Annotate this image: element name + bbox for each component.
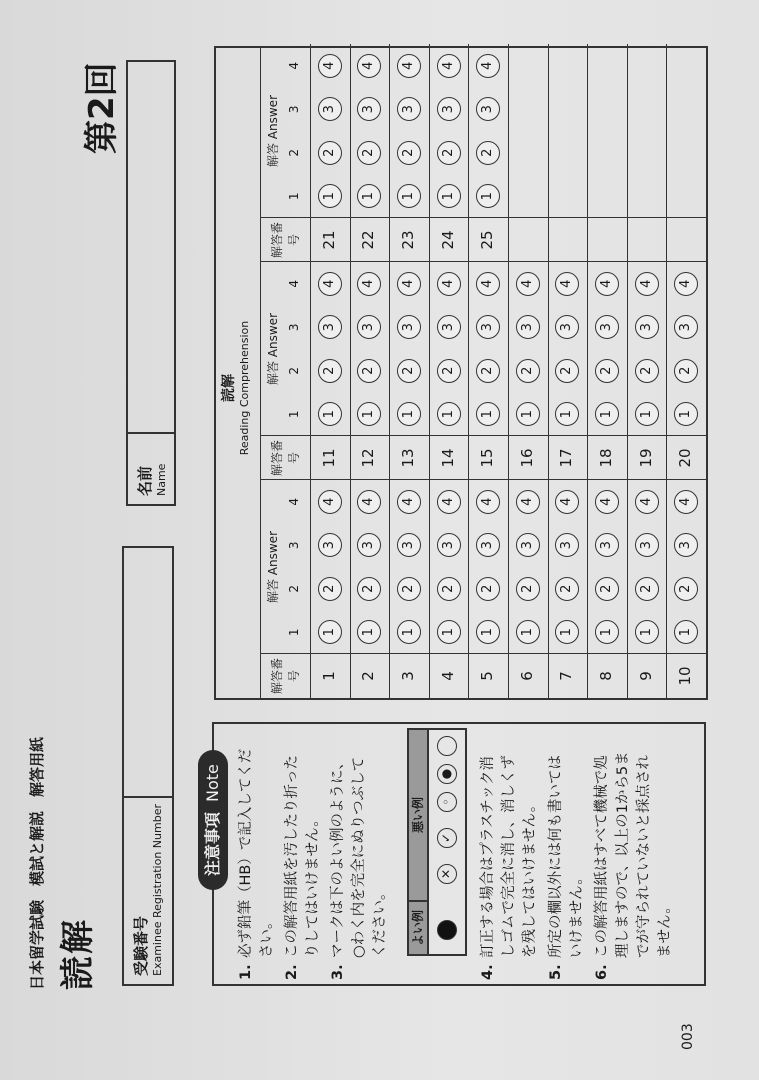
answer-bubble[interactable]: 4 — [318, 54, 342, 78]
cross-mark-icon: ✕ — [437, 864, 457, 884]
answer-bubble[interactable]: 3 — [437, 533, 461, 557]
answer-bubble[interactable]: 4 — [674, 490, 698, 514]
answer-bubble[interactable]: 1 — [674, 620, 698, 644]
choice-column-label: 2 — [287, 584, 301, 593]
question-number: 20 — [676, 448, 695, 468]
row-divider — [468, 480, 469, 698]
answer-bubble[interactable]: 4 — [635, 490, 659, 514]
answer-bubble[interactable]: 3 — [357, 315, 381, 339]
answer-bubble[interactable]: 1 — [397, 184, 421, 208]
answer-bubble[interactable]: 1 — [555, 402, 579, 426]
answer-bubble[interactable]: 3 — [357, 97, 381, 121]
row-divider — [468, 262, 469, 480]
answer-bubble[interactable]: 4 — [674, 272, 698, 296]
answer-bubble[interactable]: 2 — [635, 359, 659, 383]
question-number: 5 — [478, 671, 497, 681]
row-divider — [350, 262, 351, 480]
question-number: 25 — [478, 230, 497, 250]
answer-bubble[interactable]: 4 — [595, 490, 619, 514]
choice-column-label: 4 — [287, 497, 301, 506]
question-number: 10 — [676, 666, 695, 686]
answer-number-header: 解答番号 — [270, 440, 301, 477]
answer-bubble[interactable]: 2 — [357, 577, 381, 601]
registration-label — [130, 804, 164, 976]
row-divider — [587, 480, 588, 698]
answer-bubble[interactable]: 1 — [357, 402, 381, 426]
answer-bubble[interactable]: 1 — [476, 620, 500, 644]
choice-column-label: 3 — [287, 541, 301, 550]
answer-bubble[interactable]: 3 — [397, 315, 421, 339]
note-item-2: 2. この解答用紙を汚したり折ったりしてはいけません。 — [284, 755, 321, 980]
answer-bubble[interactable]: 1 — [635, 402, 659, 426]
row-divider — [587, 44, 588, 262]
small-dot-mark-icon: ◦ — [437, 792, 457, 812]
answer-bubble[interactable]: 3 — [476, 533, 500, 557]
row-divider — [508, 44, 509, 262]
question-number: 15 — [478, 448, 497, 468]
header-bottom-line — [310, 480, 311, 698]
answer-bubble[interactable]: 3 — [476, 97, 500, 121]
question-number: 14 — [438, 448, 457, 468]
name-label-jp: 名前 — [136, 465, 154, 496]
answer-bubble[interactable]: 3 — [674, 315, 698, 339]
answer-bubble[interactable]: 2 — [595, 577, 619, 601]
answer-bubble[interactable]: 2 — [318, 577, 342, 601]
row-divider — [389, 44, 390, 262]
grid-title-en: Reading Comprehension — [238, 320, 251, 456]
answer-bubble[interactable]: 4 — [516, 490, 540, 514]
answer-bubble[interactable]: 1 — [437, 402, 461, 426]
row-divider — [350, 44, 351, 262]
check-mark-icon: ✓ — [437, 828, 457, 848]
answer-bubble[interactable]: 3 — [437, 97, 461, 121]
answer-bubble[interactable]: 2 — [318, 141, 342, 165]
answer-choice-header: 解答 Answer — [266, 531, 280, 604]
answer-bubble[interactable]: 1 — [635, 620, 659, 644]
answer-bubble[interactable]: 3 — [476, 315, 500, 339]
page-number: 003 — [680, 1023, 696, 1050]
row-divider — [389, 480, 390, 698]
question-number: 9 — [636, 671, 655, 681]
answer-number-header: 解答番号 — [270, 658, 301, 695]
answer-bubble[interactable]: 3 — [555, 533, 579, 557]
registration-label-jp: 受験番号 — [132, 915, 150, 976]
notes-title-jp: 注意事項 — [203, 811, 222, 876]
choice-column-label: 1 — [287, 192, 301, 201]
answer-bubble[interactable]: 1 — [318, 184, 342, 208]
registration-number-box[interactable] — [122, 546, 174, 986]
answer-bubble[interactable]: 3 — [595, 315, 619, 339]
answer-bubble[interactable]: 4 — [476, 272, 500, 296]
answer-bubble[interactable]: 2 — [437, 577, 461, 601]
answer-bubble[interactable]: 3 — [674, 533, 698, 557]
answer-bubble[interactable]: 3 — [635, 533, 659, 557]
answer-bubble[interactable]: 2 — [357, 359, 381, 383]
answer-bubble[interactable]: 3 — [318, 533, 342, 557]
row-divider — [548, 44, 549, 262]
answer-bubble[interactable]: 4 — [437, 54, 461, 78]
choice-column-label: 1 — [287, 410, 301, 419]
answer-bubble[interactable]: 2 — [674, 359, 698, 383]
answer-bubble[interactable]: 2 — [516, 577, 540, 601]
question-number: 21 — [319, 230, 338, 250]
answer-bubble[interactable]: 4 — [397, 490, 421, 514]
row-divider — [350, 480, 351, 698]
answer-bubble[interactable]: 1 — [595, 402, 619, 426]
answer-bubble[interactable]: 3 — [516, 315, 540, 339]
name-label — [134, 464, 168, 496]
answer-bubble[interactable]: 2 — [555, 577, 579, 601]
grid-title — [218, 288, 251, 488]
row-divider — [429, 44, 430, 262]
good-mark-icon — [437, 920, 457, 940]
answer-bubble[interactable]: 2 — [476, 141, 500, 165]
answer-bubble[interactable]: 3 — [437, 315, 461, 339]
question-number: 17 — [557, 448, 576, 468]
answer-grid — [214, 46, 708, 700]
answer-bubble[interactable]: 2 — [318, 359, 342, 383]
answer-bubble[interactable]: 4 — [397, 54, 421, 78]
answer-bubble[interactable]: 1 — [437, 620, 461, 644]
answer-bubble[interactable]: 1 — [318, 620, 342, 644]
question-number: 8 — [597, 671, 615, 681]
question-number: 7 — [557, 671, 576, 681]
row-divider — [468, 44, 469, 262]
answer-bubble[interactable]: 3 — [357, 533, 381, 557]
answer-bubble[interactable]: 1 — [516, 402, 540, 426]
note-item-6: 6. この解答用紙はすべて機械で処理しますので、以上の1から5までが守られていないと採点されません。 — [594, 751, 673, 980]
answer-bubble[interactable]: 1 — [476, 184, 500, 208]
answer-bubble[interactable]: 4 — [595, 272, 619, 296]
grid-header-top-line — [260, 48, 261, 698]
note-item-1: 1. 必ず鉛筆（HB）で記入してください。 — [238, 748, 275, 980]
answer-bubble[interactable]: 2 — [397, 359, 421, 383]
good-example-label: よい例 — [409, 900, 429, 954]
note-item-3: 3. マークは下のよい例のように、○わく内を完全にぬりつぶしてください。 — [330, 755, 388, 980]
choice-column-label: 4 — [287, 61, 301, 70]
choice-column-label: 2 — [287, 148, 301, 157]
choice-column-label: 1 — [287, 628, 301, 637]
note-item-5: 5. 所定の欄以外には何も書いてはいけません。 — [548, 755, 585, 980]
answer-bubble[interactable]: 2 — [437, 141, 461, 165]
answer-bubble[interactable]: 1 — [397, 402, 421, 426]
answer-bubble[interactable]: 2 — [357, 141, 381, 165]
question-number: 12 — [359, 448, 378, 468]
answer-bubble[interactable]: 3 — [318, 97, 342, 121]
row-divider — [627, 44, 628, 262]
answer-bubble[interactable]: 2 — [516, 359, 540, 383]
question-number: 2 — [359, 671, 378, 681]
row-divider — [666, 262, 667, 480]
answer-choice-header: 解答 Answer — [266, 313, 280, 386]
answer-bubble[interactable]: 1 — [357, 620, 381, 644]
answer-bubble[interactable]: 1 — [674, 402, 698, 426]
question-number: 4 — [438, 671, 457, 681]
answer-bubble[interactable]: 2 — [437, 359, 461, 383]
row-divider — [666, 480, 667, 698]
answer-bubble[interactable]: 2 — [635, 577, 659, 601]
answer-bubble[interactable]: 4 — [555, 272, 579, 296]
answer-bubble[interactable]: 2 — [476, 359, 500, 383]
answer-bubble[interactable]: 2 — [674, 577, 698, 601]
answer-bubble[interactable]: 3 — [555, 315, 579, 339]
row-divider — [627, 480, 628, 698]
answer-bubble[interactable]: 3 — [635, 315, 659, 339]
answer-bubble[interactable]: 1 — [516, 620, 540, 644]
header-bottom-line — [310, 44, 311, 262]
answer-bubble[interactable]: 4 — [516, 272, 540, 296]
answer-bubble[interactable]: 4 — [437, 490, 461, 514]
exam-name: 日本留学試験 — [28, 899, 46, 990]
answer-choice-header: 解答 Answer — [266, 95, 280, 168]
row-divider — [587, 262, 588, 480]
name-label-en: Name — [155, 463, 168, 496]
registration-label-en: Examinee Registration Number — [151, 804, 164, 976]
answer-bubble[interactable]: 4 — [476, 490, 500, 514]
answer-bubble[interactable]: 2 — [555, 359, 579, 383]
answer-bubble[interactable]: 2 — [476, 577, 500, 601]
answer-bubble[interactable]: 2 — [397, 141, 421, 165]
answer-bubble[interactable]: 4 — [397, 272, 421, 296]
partial-fill-mark-icon: ● — [437, 764, 457, 784]
row-divider — [548, 262, 549, 480]
row-divider — [389, 262, 390, 480]
choice-column-label: 4 — [287, 279, 301, 288]
answer-bubble[interactable]: 4 — [318, 272, 342, 296]
header-line — [26, 723, 47, 990]
choice-column-label: 3 — [287, 323, 301, 332]
answer-bubble[interactable]: 4 — [357, 54, 381, 78]
answer-bubble[interactable]: 3 — [595, 533, 619, 557]
question-number: 6 — [517, 671, 536, 681]
answer-bubble[interactable]: 1 — [555, 620, 579, 644]
question-number: 1 — [319, 671, 338, 681]
answer-bubble[interactable]: 1 — [318, 402, 342, 426]
answer-bubble[interactable]: 1 — [437, 184, 461, 208]
book-name: 模試と解説 — [28, 810, 46, 886]
row-divider — [548, 480, 549, 698]
answer-bubble[interactable]: 4 — [635, 272, 659, 296]
empty-mark-icon — [437, 736, 457, 756]
name-box[interactable] — [126, 60, 176, 506]
row-divider — [508, 262, 509, 480]
row-divider — [508, 480, 509, 698]
answer-bubble[interactable]: 3 — [318, 315, 342, 339]
answer-bubble[interactable]: 1 — [397, 620, 421, 644]
question-number: 24 — [438, 230, 457, 250]
answer-bubble[interactable]: 3 — [516, 533, 540, 557]
mark-examples — [407, 728, 467, 956]
choice-column-label: 3 — [287, 105, 301, 114]
row-divider — [627, 262, 628, 480]
question-number: 22 — [359, 230, 378, 250]
notes-title-en: Note — [203, 764, 222, 802]
row-divider — [429, 480, 430, 698]
question-number: 18 — [597, 448, 615, 468]
question-number: 19 — [636, 448, 655, 468]
question-number: 16 — [517, 448, 536, 468]
question-number: 23 — [399, 230, 417, 250]
question-number: 13 — [399, 448, 417, 468]
answer-bubble[interactable]: 4 — [437, 272, 461, 296]
answer-bubble[interactable]: 4 — [318, 490, 342, 514]
sheet-name: 解答用紙 — [28, 736, 46, 797]
answer-bubble[interactable]: 4 — [555, 490, 579, 514]
choice-column-label: 2 — [287, 366, 301, 375]
answer-bubble[interactable]: 3 — [397, 97, 421, 121]
answer-bubble[interactable]: 2 — [595, 359, 619, 383]
answer-bubble[interactable]: 4 — [357, 272, 381, 296]
answer-bubble[interactable]: 4 — [357, 490, 381, 514]
answer-bubble[interactable]: 4 — [476, 54, 500, 78]
header-bottom-line — [310, 262, 311, 480]
round-label: 第2回 — [82, 62, 122, 154]
answer-number-header: 解答番号 — [270, 222, 301, 259]
registration-divider — [124, 796, 172, 798]
section-title: 読解 — [58, 918, 98, 990]
question-number: 11 — [319, 448, 338, 468]
name-divider — [128, 432, 174, 434]
answer-bubble[interactable]: 2 — [397, 577, 421, 601]
bad-example-label: 悪い例 — [409, 730, 429, 900]
answer-bubble[interactable]: 1 — [476, 402, 500, 426]
row-divider — [429, 262, 430, 480]
answer-bubble[interactable]: 1 — [357, 184, 381, 208]
answer-bubble[interactable]: 1 — [595, 620, 619, 644]
row-divider — [666, 44, 667, 262]
question-number: 3 — [399, 671, 417, 681]
grid-title-jp: 読解 — [221, 374, 237, 402]
notes-title — [198, 750, 228, 890]
note-item-4: 4. 訂正する場合はプラスチック消しゴムで完全に消し、消しくずを残してはいけません。 — [480, 755, 538, 980]
answer-bubble[interactable]: 3 — [397, 533, 421, 557]
